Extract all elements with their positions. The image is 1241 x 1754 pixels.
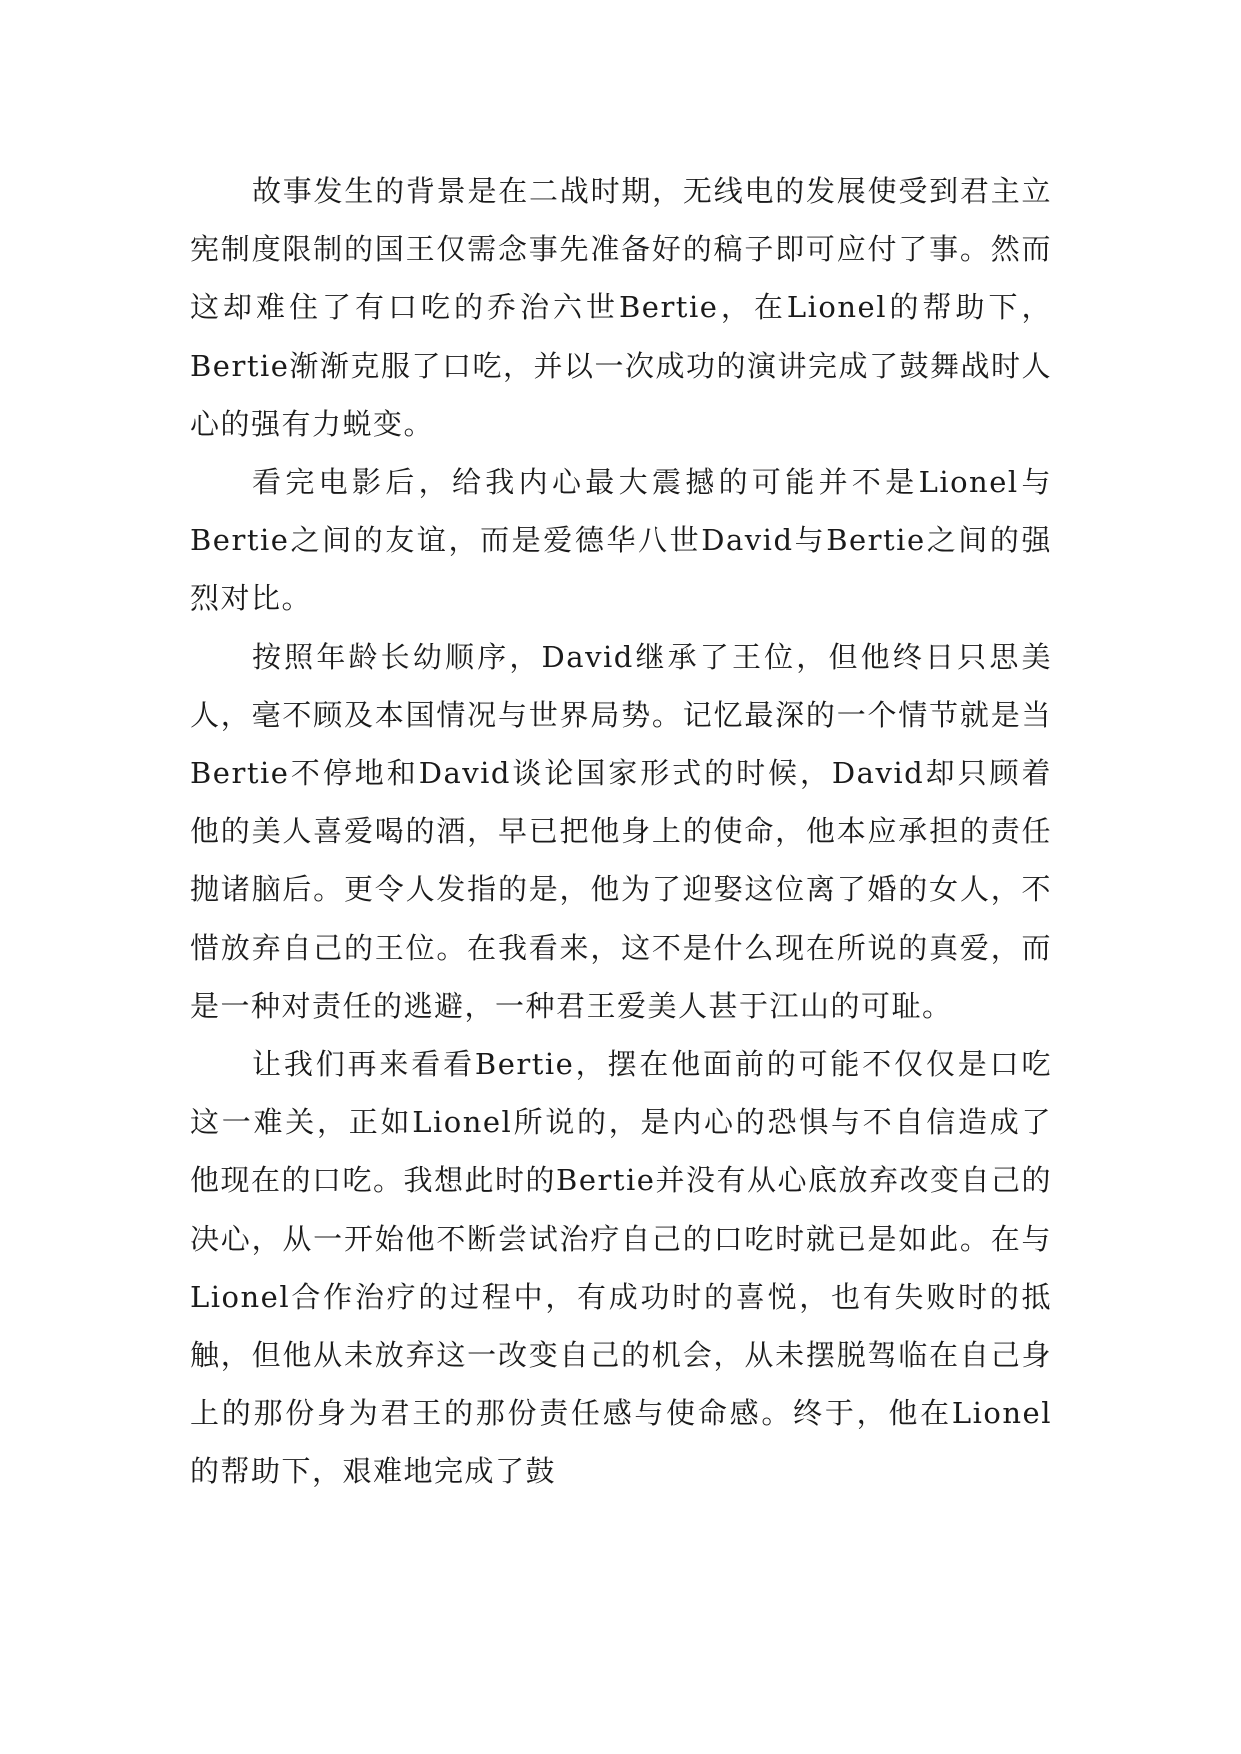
paragraph-1: 故事发生的背景是在二战时期，无线电的发展使受到君主立宪制度限制的国王仅需念事先准备好的稿子即可应付了事。然而这却难住了有口吃的乔治六世Bertie，在Lionel的帮助下，Bertie渐渐克服了口吃，并以一次成功的演讲完成了鼓舞战时人心的强有力蜕变。 bbox=[190, 174, 1052, 441]
paragraph-2: 看完电影后，给我内心最大震撼的可能并不是Lionel与Bertie之间的友谊，而是爱德华八世David与Bertie之间的强烈对比。 bbox=[190, 465, 1052, 616]
paragraph-3: 按照年龄长幼顺序，David继承了王位，但他终日只思美人，毫不顾及本国情况与世界局势。记忆最深的一个情节就是当Bertie不停地和David谈论国家形式的时候，David却只顾着他的美人喜爱喝的酒，早已把他身上的使命，他本应承担的责任抛诸脑后。更令人发指的是，他为了迎娶这位离了婚的女人，不惜放弃自己的王位。在我看来，这不是什么现在所说的真爱，而是一种对责任的逃避，一种君王爱美人甚于江山的可耻。 bbox=[190, 639, 1052, 1023]
document-body bbox=[190, 162, 1052, 1501]
paragraph-4: 让我们再来看看Bertie，摆在他面前的可能不仅仅是口吃这一难关，正如Lionel所说的，是内心的恐惧与不自信造成了他现在的口吃。我想此时的Bertie并没有从心底放弃改变自己的决心，从一开始他不断尝试治疗自己的口吃时就已是如此。在与Lionel合作治疗的过程中，有成功时的喜悦，也有失败时的抵触，但他从未放弃这一改变自己的机会，从未摆脱驾临在自己身上的那份身为君王的那份责任感与使命感。终于，他在Lionel的帮助下，艰难地完成了鼓 bbox=[190, 1047, 1052, 1489]
